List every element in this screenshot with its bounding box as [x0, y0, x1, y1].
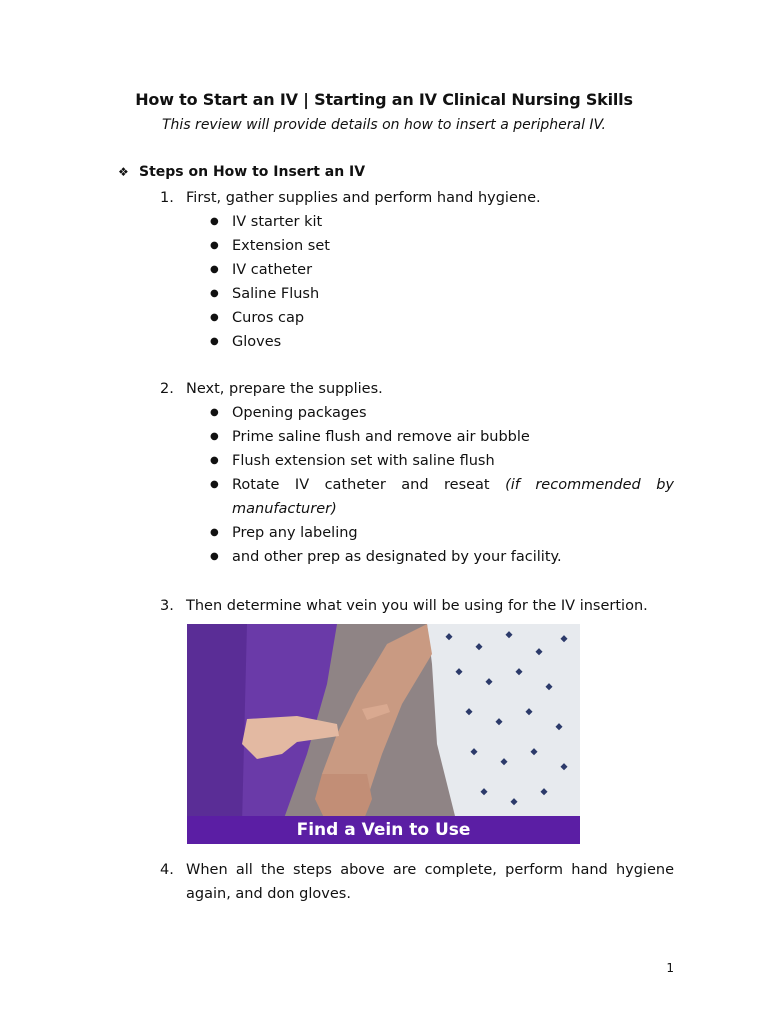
list-item: ● Opening packages: [210, 401, 674, 425]
bullet-dot-icon: ●: [210, 479, 219, 490]
list-item: ● Curos cap: [210, 306, 674, 330]
step-number: 1.: [160, 190, 174, 206]
bullet-dot-icon: ●: [210, 551, 219, 562]
step-text: First, gather supplies and perform hand hygiene.: [186, 190, 541, 206]
step-number: 4.: [160, 862, 174, 878]
page-subtitle: This review will provide details on how to insert a peripheral IV.: [162, 117, 606, 133]
step-2: [160, 377, 674, 401]
section-heading: [118, 164, 365, 180]
step-text: Next, prepare the supplies.: [186, 381, 383, 397]
bullet-dot-icon: ●: [210, 527, 219, 538]
list-item: ● and other prep as designated by your facility.: [210, 545, 674, 569]
bullet-dot-icon: ●: [210, 336, 219, 347]
list-item: ● Extension set: [210, 234, 674, 258]
step-1: [160, 186, 674, 210]
diamond-bullet-icon: ❖: [118, 165, 129, 179]
step-text: When all the steps above are complete, perform hand hygiene again, and don gloves.: [186, 862, 674, 902]
bullet-dot-icon: ●: [210, 240, 219, 251]
step-number: 2.: [160, 381, 174, 397]
step-2-prep-list: [210, 401, 674, 569]
list-item-line: Rotate IV catheter and reseat (if recommended by: [232, 477, 675, 493]
list-item: ● IV catheter: [210, 258, 674, 282]
list-item: [210, 473, 674, 521]
list-item: ● Prime saline flush and remove air bubble: [210, 425, 674, 449]
find-vein-photo: [187, 624, 580, 844]
step-4: [160, 858, 674, 906]
list-item: ● IV starter kit: [210, 210, 674, 234]
bullet-dot-icon: ●: [210, 216, 219, 227]
bullet-dot-icon: ●: [210, 431, 219, 442]
list-item: ● Prep any labeling: [210, 521, 674, 545]
list-item: ● Gloves: [210, 330, 674, 354]
bullet-dot-icon: ●: [210, 288, 219, 299]
step-3: [160, 594, 674, 618]
step-1-supply-list: [210, 210, 674, 354]
bullet-dot-icon: ●: [210, 312, 219, 323]
list-item: ● Saline Flush: [210, 282, 674, 306]
section-heading-text: Steps on How to Insert an IV: [139, 164, 366, 180]
step-text: Then determine what vein you will be using for the IV insertion.: [186, 598, 648, 614]
list-item-line: manufacturer): [232, 501, 337, 517]
photo-illustration: [187, 624, 580, 844]
list-item: ● Flush extension set with saline flush: [210, 449, 674, 473]
photo-caption: Find a Vein to Use: [187, 816, 580, 844]
bullet-dot-icon: ●: [210, 407, 219, 418]
bullet-dot-icon: ●: [210, 264, 219, 275]
page-number: 1: [666, 961, 674, 975]
bullet-dot-icon: ●: [210, 455, 219, 466]
page-title: How to Start an IV | Starting an IV Clinical Nursing Skills: [135, 90, 633, 109]
step-number: 3.: [160, 598, 174, 614]
